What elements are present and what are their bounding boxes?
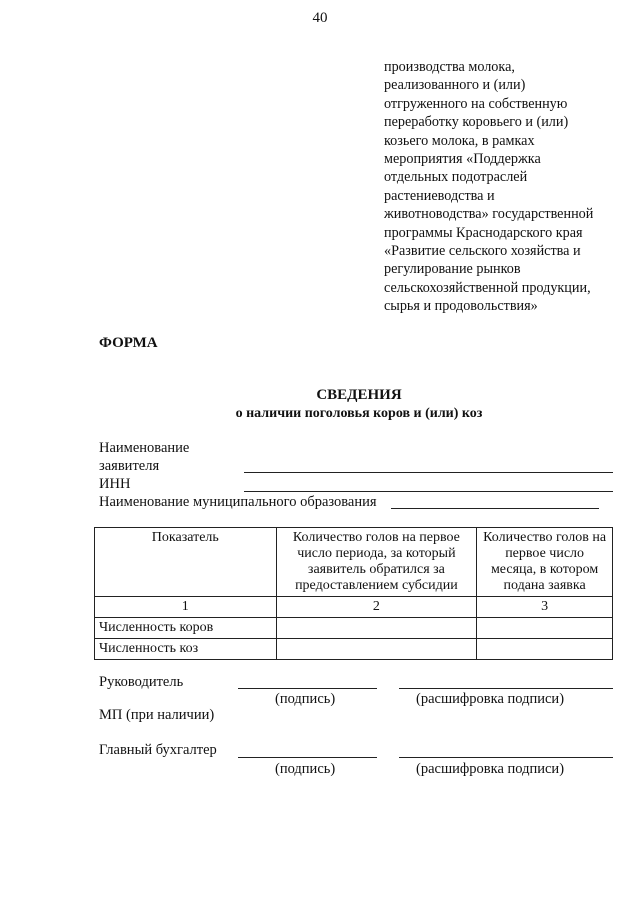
inn-line[interactable] [244,491,613,492]
applicant-name-label-1: Наименование [99,440,190,456]
accountant-signature-caption: (подпись) [275,761,336,777]
heading-line: отдельных подотраслей [384,169,528,186]
head-signature-caption: (подпись) [275,691,336,707]
table-row [95,639,613,660]
accountant-signature-line[interactable] [238,757,377,758]
form-label: ФОРМА [99,335,158,351]
heading-line: мероприятия «Поддержка [384,151,541,168]
applicant-name-label-2: заявителя [99,458,160,474]
header-indicator: Показатель [95,528,277,597]
document-subtitle: о наличии поголовья коров и (или) коз [235,406,483,421]
heading-line: отгруженного на собственную [384,95,568,112]
head-decoding-line[interactable] [399,688,613,689]
accountant-decoding-caption: (расшифровка подписи) [416,761,565,777]
applicant-name-line[interactable] [244,472,613,473]
heading-line: регулирование рынков [384,261,521,278]
head-signature-line[interactable] [238,688,377,689]
row-label-cows: Численность коров [95,618,277,639]
heading-line: программы Краснодарского края [384,224,583,241]
municipality-label: Наименование муниципального образования [99,494,377,510]
row-label-goats: Численность коз [95,639,277,660]
cell-cows-month[interactable] [477,618,613,639]
page-number: 40 [312,10,328,26]
appendix-heading [384,58,624,316]
heading-line: растениеводства и [384,187,495,204]
cell-cows-period[interactable] [276,618,477,639]
cell-goats-month[interactable] [477,639,613,660]
table-row [95,618,613,639]
header-month-count: Количество голов на первое число месяца, в котором подана заявка [477,528,613,597]
cell-goats-period[interactable] [276,639,477,660]
column-number: 2 [276,597,477,618]
document-title: СВЕДЕНИЯ [316,387,402,403]
heading-line: производства молока, [384,59,515,75]
stamp-label: МП (при наличии) [99,707,215,723]
head-decoding-caption: (расшифровка подписи) [416,691,565,707]
heading-line: переработку коровьего и (или) [384,114,569,131]
accountant-decoding-line[interactable] [399,757,613,758]
livestock-table [94,527,613,660]
table-header-row [95,528,613,597]
heading-line: сельскохозяйственной продукции, [384,279,591,296]
heading-line: козьего молока, в рамках [384,132,535,149]
table-column-numbers [95,597,613,618]
column-number: 1 [95,597,277,618]
heading-line: животноводства» государственной [384,206,594,223]
heading-line: сырья и продовольствия» [384,298,538,315]
heading-line: «Развитие сельского хозяйства и [384,243,581,260]
header-period-count: Количество голов на первое число периода, за который заявитель обратился за предоставлением субсидии [276,528,477,597]
column-number: 3 [477,597,613,618]
head-label: Руководитель [99,674,184,690]
inn-label: ИНН [99,476,131,492]
heading-line: реализованного и (или) [384,77,526,94]
accountant-label: Главный бухгалтер [99,742,217,758]
municipality-line[interactable] [391,508,599,509]
